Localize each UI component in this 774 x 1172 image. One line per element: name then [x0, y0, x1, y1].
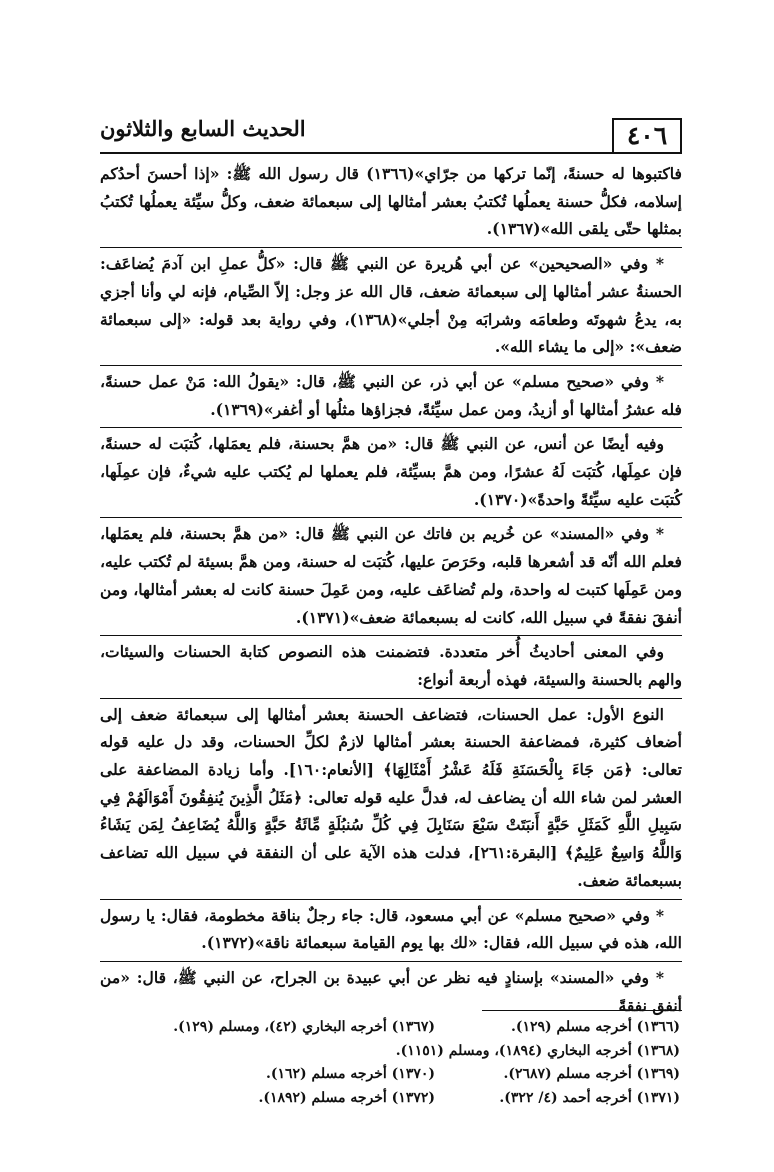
paragraph: فاكتبوها له حسنةً، إنّما تركها من جرّاي»(١٣٦٦) قال رسول الله ﷺ: «إذا أحسنَ أحدُكم إسلامه، فكلُّ حسنة يعملُها تُكتبُ بعشر أمثالها إلى سبعمائة ضعف، وكلُّ سيِّئة يعملُها تُكتبُ بمثلها حتّى يلقى الله»(١٣٦٧). — [100, 164, 683, 239]
footnote-empty — [190, 1040, 435, 1064]
footnote-row — [190, 1063, 680, 1087]
paragraph: وفيه أيضًا عن أنس، عن النبي ﷺ قال: «من همَّ بحسنة، فلم يعمَلها، كُتبَت له حسنةً، فإن عمِلَها، كُتبَت لَهُ عشرًا، ومن همَّ بسيِّئة، فلم يعملها لم يُكتب عليه شيءٌ، فإن عمِلَها، كُتبَت عليه سيِّئةً واحدةً»(١٣٧٠). — [100, 427, 682, 513]
paragraph: * وفي «صحيح مسلم» عن أبي مسعود، قال: جاء رجلٌ بناقة مخطومة، فقال: يا رسول الله، هذه في سبيل الله، فقال: «لك بها يوم القيامة سبعمائة ناقة»(١٣٧٢). — [100, 899, 682, 957]
paragraph: النوع الأول: عمل الحسنات، فتضاعف الحسنة بعشر أمثالها إلى سبعمائة ضعف إلى أضعاف كثيرة، فمضاعفة الحسنة بعشر أمثالها لازمٌ لكلِّ الحسنات، وقد دل عليه قوله تعالى: ﴿مَن جَاءَ بِالْحَسَنَةِ فَلَهُ عَشْرُ أَمْثَالِهَا﴾ [الأنعام:١٦٠]. وأما زيادة المضاعفة على العشر لمن شاء الله أن يضاعف له، فدلَّ عليه قوله تعالى: ﴿مَثَلُ الَّذِينَ يُنفِقُونَ أَمْوَالَهُمْ فِي سَبِيلِ اللَّهِ كَمَثَلِ حَبَّةٍ أَنبَتَتْ سَبْعَ سَنَابِلَ فِي كُلِّ سُنبُلَةٍ مِّائَةُ حَبَّةٍ وَاللَّهُ يُضَاعِفُ لِمَن يَشَاءُ وَاللَّهُ وَاسِعٌ عَلِيمٌ﴾ [البقرة:٢٦١]، فدلت هذه الآية على أن النفقة في سبيل الله تضاعف بسبعمائة ضعف. — [100, 698, 682, 895]
paragraph: * وفي «المسند» عن خُريم بن فاتك عن النبي ﷺ قال: «من همَّ بحسنة، فلم يعمَلها، فعلم الله أنّه قد أشعرها قلبه، وحَرَصَ عليها، كُتبَت له حسنة، ومن همَّ بسيئة لم تُكتب عليه، ومن عَمِلَها كتبت له واحدة، ولم تُضاعَف عليه، ومن عَمِلَ حسنة كانت له بعشر أمثالها، ومن أنفقَ نفقةً في سبيل الله، كانت له بسبعمائة ضعف»(١٣٧١). — [100, 517, 682, 631]
footnote-1367: (١٣٦٧) أخرجه البخاري (٤٢)، ومسلم (١٢٩). — [173, 1019, 435, 1035]
footnote-1366: (١٣٦٦) أخرجه مسلم (١٢٩). — [510, 1019, 680, 1035]
footnote-1371: (١٣٧١) أخرجه أحمد (٤/ ٣٢٢). — [499, 1089, 680, 1106]
footnotes — [173, 1016, 680, 1110]
page-number: ٤٠٦ — [612, 118, 682, 152]
paragraph: * وفي «الصحيحين» عن أبي هُريرة عن النبي ﷺ قال: «كلُّ عملِ ابن آدمَ يُضاعَف: الحسنةُ عشر أمثالها إلى سبعمائة ضعف، قال الله عز وجل: إلاّ الصِّيام، فإنه لي وأنا أجزي به، يدعُ شهوتَه وطعامَه وشرابَه مِنْ أجلي»(١٣٦٨)، وفي رواية بعد قوله: «إلى سبعمائة ضعف»: «إلى ما يشاء الله». — [100, 247, 682, 361]
header-rule — [100, 152, 682, 154]
footnote-1370: (١٣٧٠) أخرجه مسلم (١٦٢). — [265, 1066, 435, 1082]
footnote-1368: (١٣٦٨) أخرجه البخاري (١٨٩٤)، ومسلم (١١٥١). — [395, 1042, 680, 1059]
paragraph: * وفي «المسند» بإسنادٍ فيه نظر عن أبي عبيدة بن الجراح، عن النبي ﷺ، قال: «من أنفق نفقةً — [100, 961, 682, 1019]
footnote-1372: (١٣٧٢) أخرجه مسلم (١٨٩٢). — [258, 1089, 435, 1106]
page-header — [100, 112, 682, 152]
paragraph: وفي المعنى أحاديثُ أُخر متعددة. فتضمنت هذه النصوص كتابة الحسنات والسيئات، والهم بالحسنة والسيئة، فهذه أربعة أنواع: — [100, 635, 682, 693]
chapter-title: الحديث السابع والثلاثون — [100, 116, 306, 141]
paragraph: * وفي «صحيح مسلم» عن أبي ذر، عن النبي ﷺ، قال: «يقولُ الله: مَنْ عمل حسنةً، فله عشرُ أمثالها أو أزيدُ، ومن عمل سيِّئةً، فجزاؤها مثلُها أو أغفر»(١٣٦٩). — [100, 365, 682, 423]
footnote-row — [173, 1016, 680, 1040]
footnote-row — [190, 1087, 680, 1111]
body-text — [100, 160, 682, 1023]
footnote-rule — [482, 1010, 682, 1011]
footnote-1369: (١٣٦٩) أخرجه مسلم (٢٦٨٧). — [503, 1066, 680, 1082]
footnote-row — [190, 1040, 680, 1064]
